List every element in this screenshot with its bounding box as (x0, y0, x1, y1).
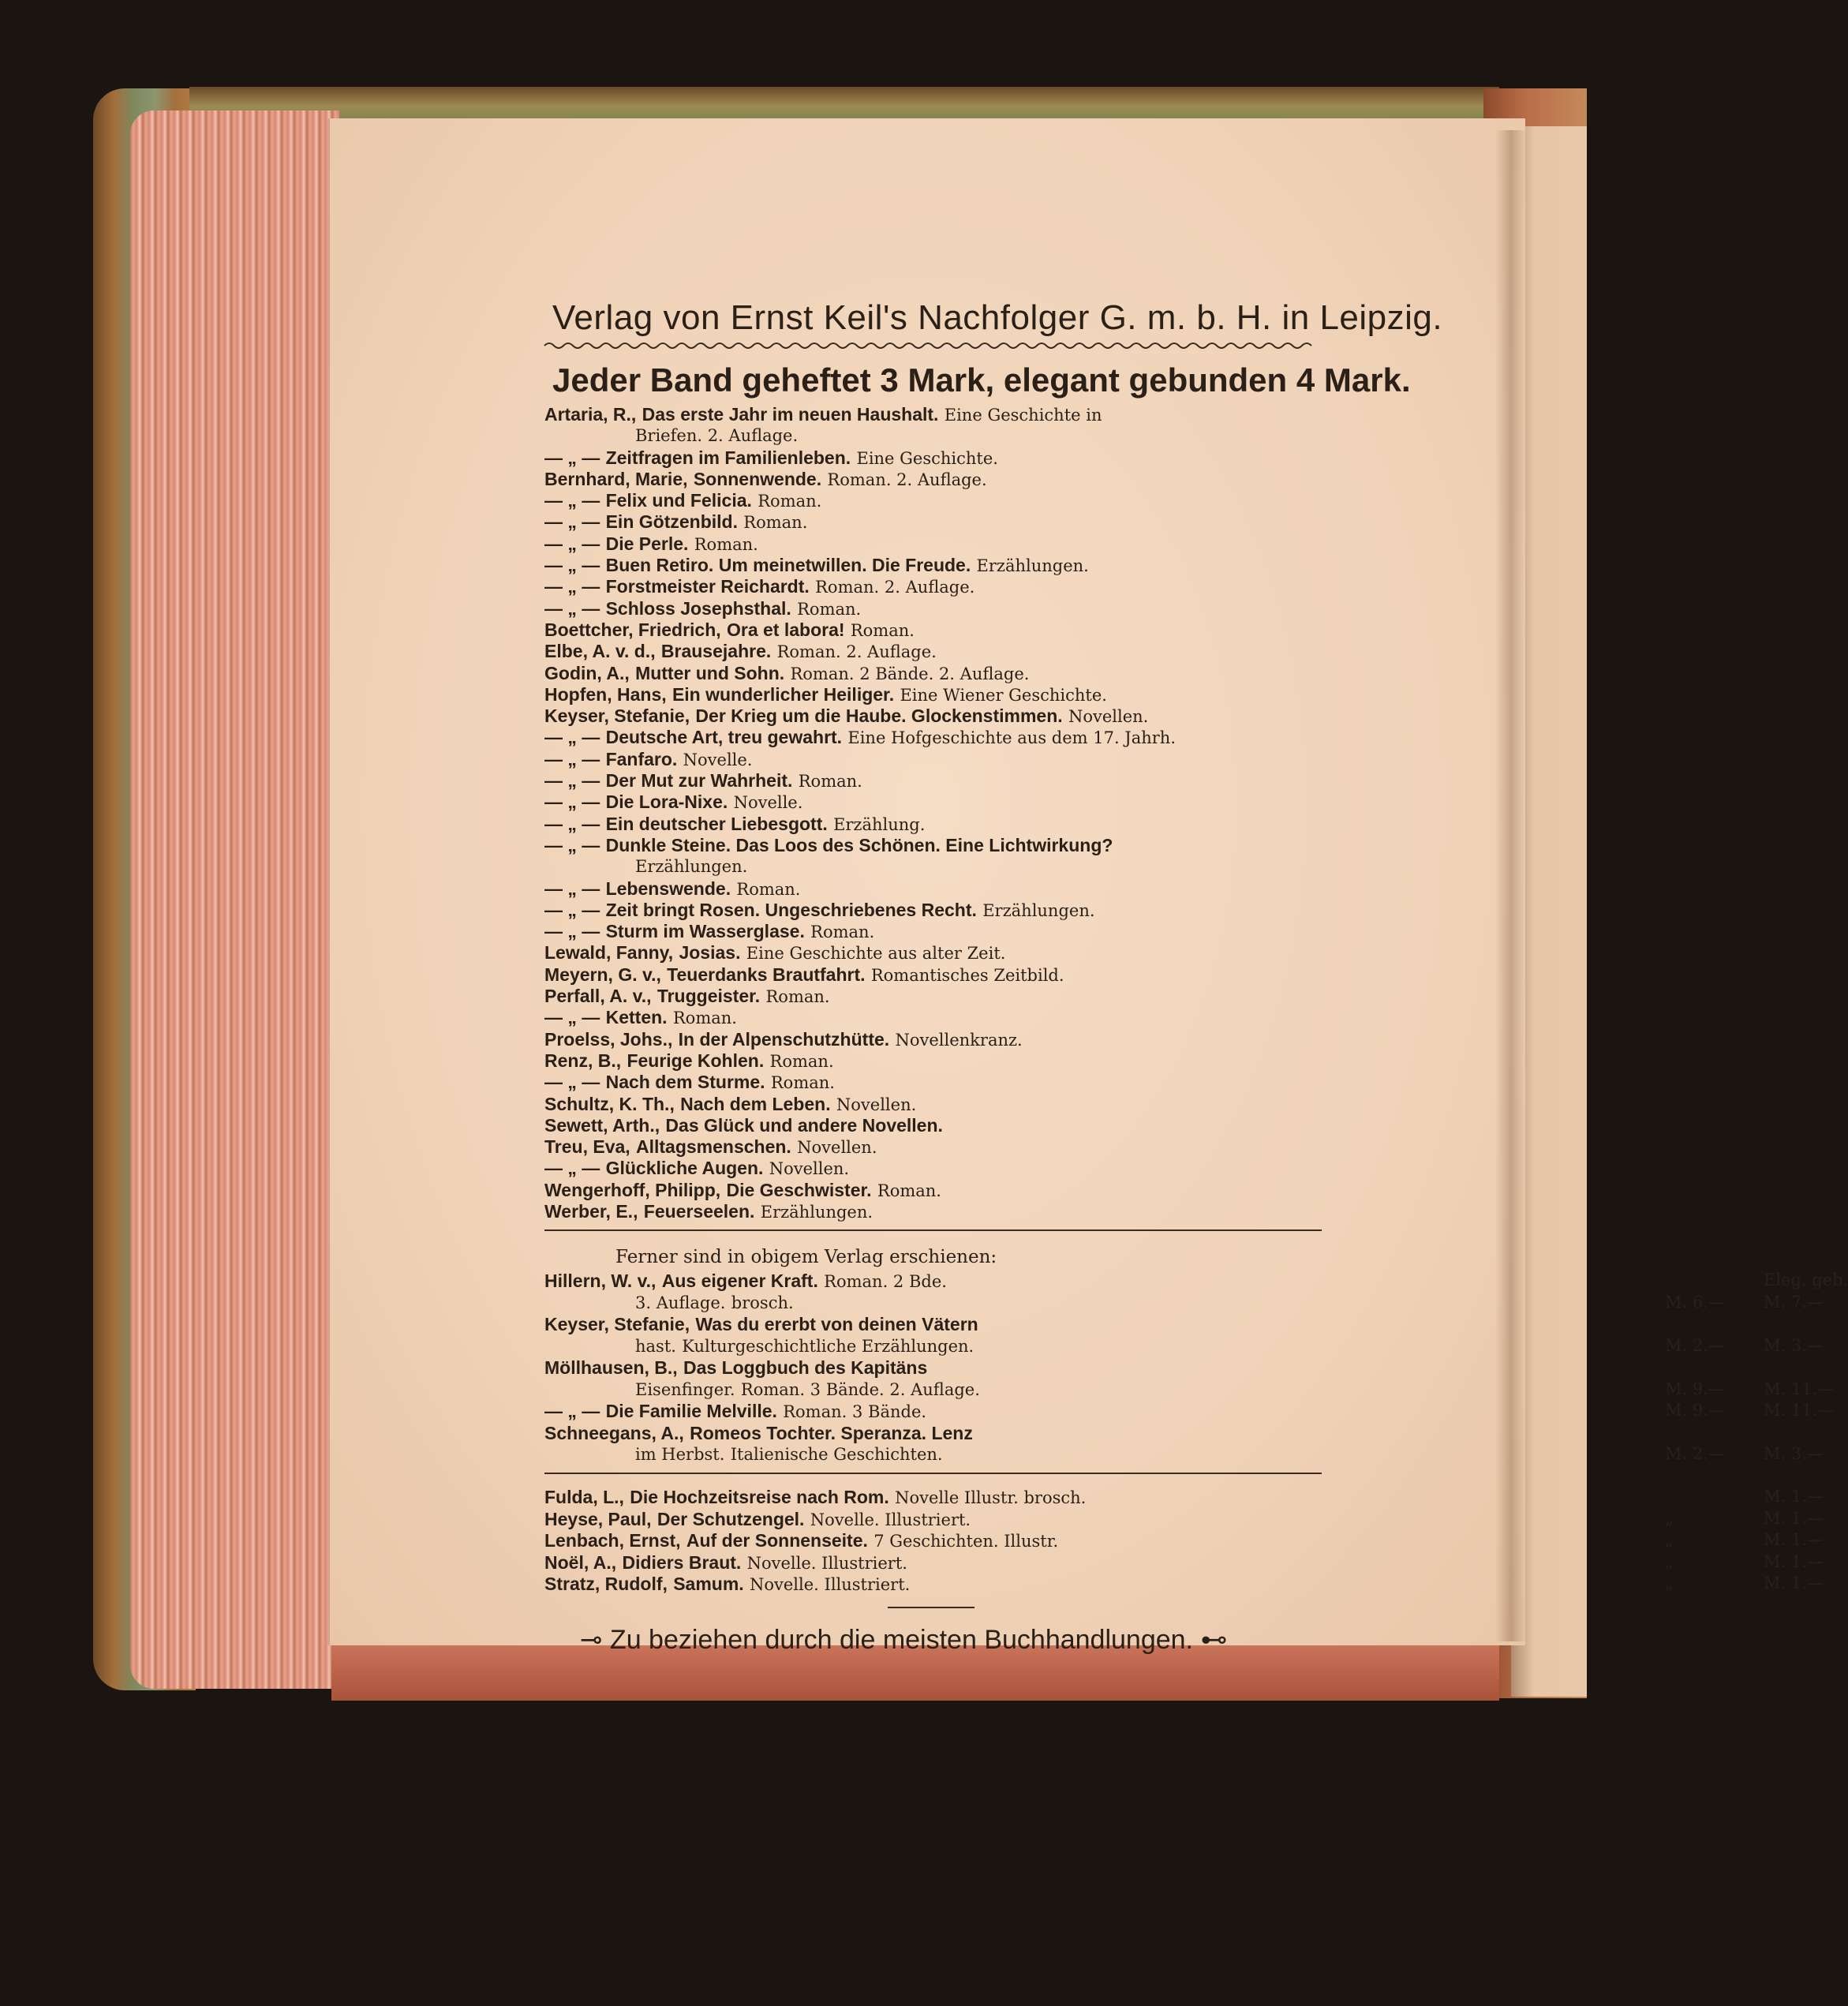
price-bound: M. 1.— (1764, 1487, 1824, 1506)
author: Meyern, G. v., (544, 964, 661, 985)
book-title: Dunkle Steine. Das Loos des Schönen. Eine Lichtwirkung? (605, 834, 1113, 855)
author: Artaria, R., (544, 404, 637, 425)
list-item (544, 1401, 1835, 1423)
description: Roman. 2. Auflage. (827, 470, 987, 489)
author: Renz, B., (544, 1050, 622, 1071)
description: Roman. 2 Bde. (824, 1272, 947, 1291)
author: Keyser, Stefanie, (544, 705, 690, 727)
list-item (544, 1201, 1322, 1222)
list-item (544, 425, 1322, 447)
book-title: Forstmeister Reichardt. (605, 576, 810, 597)
list-item (544, 1007, 1322, 1028)
book-title: Lebenswende. (605, 878, 731, 899)
description: Erzählung. (833, 814, 926, 834)
description: Roman. (798, 772, 862, 792)
author: Keyser, Stefanie, (544, 1314, 690, 1334)
catalog-illustrated-list (544, 1487, 1824, 1596)
list-item (544, 1487, 1824, 1509)
list-item (544, 770, 1322, 792)
book-title: Samum. (673, 1574, 744, 1595)
price-brosch: M. 6.— (1665, 1292, 1725, 1312)
book-title: Was du ererbt von deinen Vätern (695, 1314, 978, 1334)
continuation-text: Eisenfinger. (635, 1379, 735, 1399)
book-title: Didiers Braut. (622, 1551, 742, 1573)
description: Novellen. (1068, 707, 1149, 727)
author: — „ — (544, 727, 600, 748)
author: Hopfen, Hans, (544, 683, 667, 705)
description: Eine Wiener Geschichte. (900, 685, 1107, 705)
list-item (544, 1444, 1824, 1466)
description: Roman. (758, 492, 822, 511)
list-item (544, 814, 1322, 835)
description: Roman. (877, 1181, 941, 1200)
author: Schultz, K. Th., (544, 1093, 675, 1114)
book-title: Sonnenwende. (693, 468, 822, 489)
price-bound: M. 3.— (1764, 1335, 1824, 1355)
book-title: Truggeister. (657, 986, 761, 1007)
description: Roman. (797, 599, 862, 619)
description: Roman. (765, 987, 830, 1007)
author: Perfall, A. v., (544, 986, 652, 1007)
price-bound: M. 11.— (1764, 1401, 1835, 1420)
book-title: Feuerseelen. (643, 1200, 755, 1222)
list-item (544, 684, 1322, 705)
author: Stratz, Rudolf, (544, 1574, 668, 1595)
price-bound: M. 7.— (1764, 1292, 1824, 1312)
list-item (544, 490, 1322, 511)
book-title: Zeit bringt Rosen. Ungeschriebenes Recht. (605, 899, 977, 920)
footer-note: ⊸ Zu beziehen durch die meisten Buchhandlungen. ⊷ (580, 1625, 1228, 1655)
book-title: Buen Retiro. Um meinetwillen. Die Freude. (605, 555, 971, 576)
book-title: Ein deutscher Liebesgott. (605, 813, 828, 834)
author: — „ — (544, 792, 600, 813)
short-divider (888, 1607, 975, 1608)
book-title: Die Hochzeitsreise nach Rom. (630, 1487, 889, 1507)
list-item (544, 1029, 1322, 1050)
price-brosch: „ (1665, 1508, 1674, 1528)
book-title: Romeos Tochter. Speranza. Lenz (690, 1422, 973, 1443)
author: Treu, Eva, (544, 1136, 630, 1158)
description: Novelle. (733, 793, 803, 813)
list-item (544, 663, 1322, 684)
description: Novelle. Illustriert. (746, 1553, 907, 1573)
author: — „ — (544, 576, 600, 597)
divider (544, 1473, 1322, 1474)
description: Roman. 3 Bände. (783, 1402, 927, 1421)
description: Roman. (743, 513, 808, 533)
author: — „ — (544, 533, 600, 554)
description: Roman. (694, 534, 758, 554)
list-item (544, 1136, 1322, 1158)
description: Roman. 2. Auflage. (776, 642, 937, 662)
author: Werber, E., (544, 1200, 638, 1222)
book-title: Auf der Sonnenseite. (686, 1530, 868, 1551)
description: Romantisches Zeitbild. (870, 965, 1064, 985)
list-item (544, 1094, 1322, 1115)
list-item (544, 835, 1322, 856)
continuation-text: 3. Auflage. (635, 1293, 726, 1312)
author: Fulda, L., (544, 1487, 624, 1507)
list-item (544, 1508, 1824, 1531)
author: Godin, A., (544, 662, 630, 683)
catalog-list (544, 404, 1322, 1222)
wavy-rule (544, 339, 1310, 352)
description: Roman. (769, 1051, 834, 1071)
list-item (544, 1072, 1322, 1093)
author: — „ — (544, 921, 600, 942)
author: Noël, A., (544, 1551, 617, 1573)
list-item (544, 986, 1322, 1007)
price-bound: M. 1.— (1764, 1530, 1824, 1550)
book-title: Ketten. (605, 1007, 668, 1028)
gutter-shadow (1495, 130, 1527, 1641)
list-item (544, 598, 1322, 619)
description: Erzählungen. (760, 1202, 873, 1222)
divider (544, 1229, 1322, 1231)
book-title: Alltagsmenschen. (635, 1136, 791, 1158)
page-edges (130, 110, 339, 1689)
description: Roman. (672, 1009, 737, 1028)
description: Roman. 3 Bände. 2. Auflage. (740, 1379, 980, 1399)
list-item (544, 511, 1322, 533)
description: Novellen. (769, 1159, 850, 1179)
author: Heyse, Paul, (544, 1508, 652, 1529)
book-title: Zeitfragen im Familienleben. (605, 447, 851, 468)
list-item (544, 1180, 1322, 1201)
ferner-heading: Ferner sind in obigem Verlag erschienen: (615, 1247, 997, 1267)
description: Novelle. Illustriert. (750, 1575, 911, 1595)
description: Eine Geschichte aus alter Zeit. (746, 944, 1006, 964)
description: Roman. (736, 879, 801, 899)
list-item (544, 1292, 1824, 1315)
book-title: Glückliche Augen. (605, 1158, 764, 1179)
author: Schneegans, A., (544, 1422, 684, 1443)
author: — „ — (544, 899, 600, 920)
price-bound: Eleg. geb. (1764, 1271, 1848, 1289)
description: Roman. 2 Bände. 2. Auflage. (790, 664, 1030, 683)
book-title: Der Krieg um die Haube. Glockenstimmen. (695, 705, 1063, 727)
author: — „ — (544, 1007, 600, 1028)
list-item (544, 404, 1322, 425)
list-item (544, 1158, 1322, 1179)
book-title: Brausejahre. (660, 641, 772, 662)
price-brosch: M. 9.— (1665, 1379, 1725, 1398)
description: Eine Hofgeschichte aus dem 17. Jahrh. (847, 728, 1177, 748)
book-title: Nach dem Leben. (680, 1093, 831, 1114)
price-brosch: M. 9.— (1665, 1401, 1725, 1420)
list-item (544, 576, 1322, 597)
author: — „ — (544, 555, 600, 576)
price-bound: M. 1.— (1764, 1551, 1824, 1571)
author: — „ — (544, 813, 600, 834)
book-title: Die Perle. (605, 533, 689, 554)
price-brosch: „ (1665, 1551, 1674, 1571)
list-item (544, 749, 1322, 770)
description: Erzählungen. (976, 556, 1089, 576)
author: — „ — (544, 748, 600, 769)
book-title: Die Geschwister. (726, 1179, 872, 1200)
list-item (544, 856, 1322, 878)
description: Roman. (850, 620, 915, 640)
list-item (544, 921, 1322, 942)
book-title: Josias. (679, 942, 741, 964)
author: — „ — (544, 1072, 600, 1093)
list-item (544, 619, 1322, 641)
list-item (544, 727, 1322, 748)
book-title: Schloss Josephsthal. (605, 597, 791, 619)
list-item (544, 792, 1322, 813)
continuation-text: Briefen. 2. Auflage. (635, 426, 799, 446)
book-title: Der Schutzengel. (657, 1508, 805, 1529)
author: Lewald, Fanny, (544, 942, 674, 964)
description: Eine Geschichte. (856, 448, 998, 468)
list-item (544, 1574, 1824, 1596)
list-item (544, 900, 1322, 921)
price-bound: M. 1.— (1764, 1508, 1824, 1528)
description: Roman. (770, 1073, 835, 1093)
book-title: Fanfaro. (605, 748, 678, 769)
list-item (544, 447, 1322, 469)
continuation-text: hast. (635, 1336, 676, 1356)
list-item (544, 533, 1322, 555)
description: 7 Geschichten. Illustr. (873, 1532, 1059, 1551)
author: Möllhausen, B., (544, 1357, 678, 1378)
list-item (544, 1115, 1322, 1136)
book-title: Das erste Jahr im neuen Haushalt. (642, 404, 939, 425)
book-title: Felix und Felicia. (605, 490, 752, 511)
author: — „ — (544, 597, 600, 619)
author: Sewett, Arth., (544, 1114, 660, 1136)
book-title: Das Glück und andere Novellen. (665, 1114, 943, 1136)
author: Lenbach, Ernst, (544, 1530, 681, 1551)
price-title: Jeder Band geheftet 3 Mark, elegant gebunden 4 Mark. (552, 361, 1411, 399)
author: — „ — (544, 511, 600, 533)
author: Bernhard, Marie, (544, 468, 688, 489)
list-item (544, 555, 1322, 576)
book-title: Die Lora-Nixe. (605, 792, 728, 813)
list-item (544, 1379, 1835, 1402)
price-bound: M. 3.— (1764, 1444, 1824, 1463)
author: — „ — (544, 447, 600, 468)
list-item (544, 1530, 1824, 1552)
list-item (544, 1423, 1322, 1445)
book-title: Ein Götzenbild. (605, 511, 738, 533)
description: Eine Geschichte in (944, 406, 1102, 425)
description: Novellenkranz. (895, 1030, 1023, 1050)
book-title: Ein wunderlicher Heiliger. (671, 683, 895, 705)
book-title: Die Familie Melville. (605, 1401, 777, 1421)
book-title: Sturm im Wasserglase. (605, 921, 805, 942)
price-bound: M. 11.— (1764, 1379, 1835, 1398)
description: Novellen. (797, 1138, 877, 1158)
author: — „ — (544, 1158, 600, 1179)
description: Kulturgeschichtliche Erzählungen. (682, 1336, 975, 1356)
book-title: Teuerdanks Brautfahrt. (667, 964, 866, 985)
book-title: Deutsche Art, treu gewahrt. (605, 727, 843, 748)
list-item (544, 469, 1322, 490)
continuation-text: im Herbst. (635, 1445, 725, 1464)
continuation-text: Erzählungen. (635, 857, 748, 877)
list-item (544, 964, 1322, 986)
description: Novelle. Illustriert. (810, 1510, 971, 1529)
author: — „ — (544, 878, 600, 899)
book-title: Das Loggbuch des Kapitäns (683, 1357, 928, 1378)
list-item (544, 1271, 1848, 1293)
author: Elbe, A. v. d., (544, 641, 656, 662)
book-title: Ora et labora! (726, 619, 845, 640)
description: Erzählungen. (982, 900, 1095, 920)
description: Italienische Geschichten. (730, 1445, 943, 1464)
description: Novelle. (683, 750, 753, 769)
author: — „ — (544, 1401, 600, 1421)
book-title: Feurige Kohlen. (627, 1050, 765, 1071)
book-title: Mutter und Sohn. (635, 662, 785, 683)
description: brosch. (731, 1293, 794, 1312)
list-item (544, 1050, 1322, 1072)
author: Proelss, Johs., (544, 1028, 673, 1050)
description: Novelle Illustr. brosch. (895, 1488, 1087, 1507)
list-item (544, 1335, 1824, 1358)
book-title: Der Mut zur Wahrheit. (605, 770, 793, 792)
catalog-priced-list (544, 1271, 1848, 1466)
list-item (544, 1551, 1824, 1574)
price-brosch: M. 2.— (1665, 1335, 1725, 1355)
book-title: Nach dem Sturme. (605, 1072, 765, 1093)
publisher-header: Verlag von Ernst Keil's Nachfolger G. m. b. H. in Leipzig. (552, 298, 1443, 337)
book-title: In der Alpenschutzhütte. (678, 1028, 890, 1050)
list-item (544, 641, 1322, 662)
author: Hillern, W. v., (544, 1271, 657, 1291)
price-brosch: „ (1665, 1574, 1674, 1593)
author: — „ — (544, 834, 600, 855)
list-item (544, 705, 1322, 727)
price-brosch: M. 2.— (1665, 1444, 1725, 1463)
list-item (544, 1314, 1322, 1336)
book-title: Aus eigener Kraft. (661, 1271, 818, 1291)
list-item (544, 942, 1322, 964)
price-brosch: „ (1665, 1530, 1674, 1550)
author: — „ — (544, 490, 600, 511)
author: — „ — (544, 770, 600, 792)
list-item (544, 1357, 1322, 1379)
description: Roman. (810, 923, 875, 942)
author: Wengerhoff, Philipp, (544, 1179, 721, 1200)
price-bound: M. 1.— (1764, 1574, 1824, 1593)
list-item (544, 878, 1322, 900)
author: Boettcher, Friedrich, (544, 619, 721, 640)
description: Novellen. (836, 1095, 917, 1114)
description: Roman. 2. Auflage. (815, 578, 975, 597)
